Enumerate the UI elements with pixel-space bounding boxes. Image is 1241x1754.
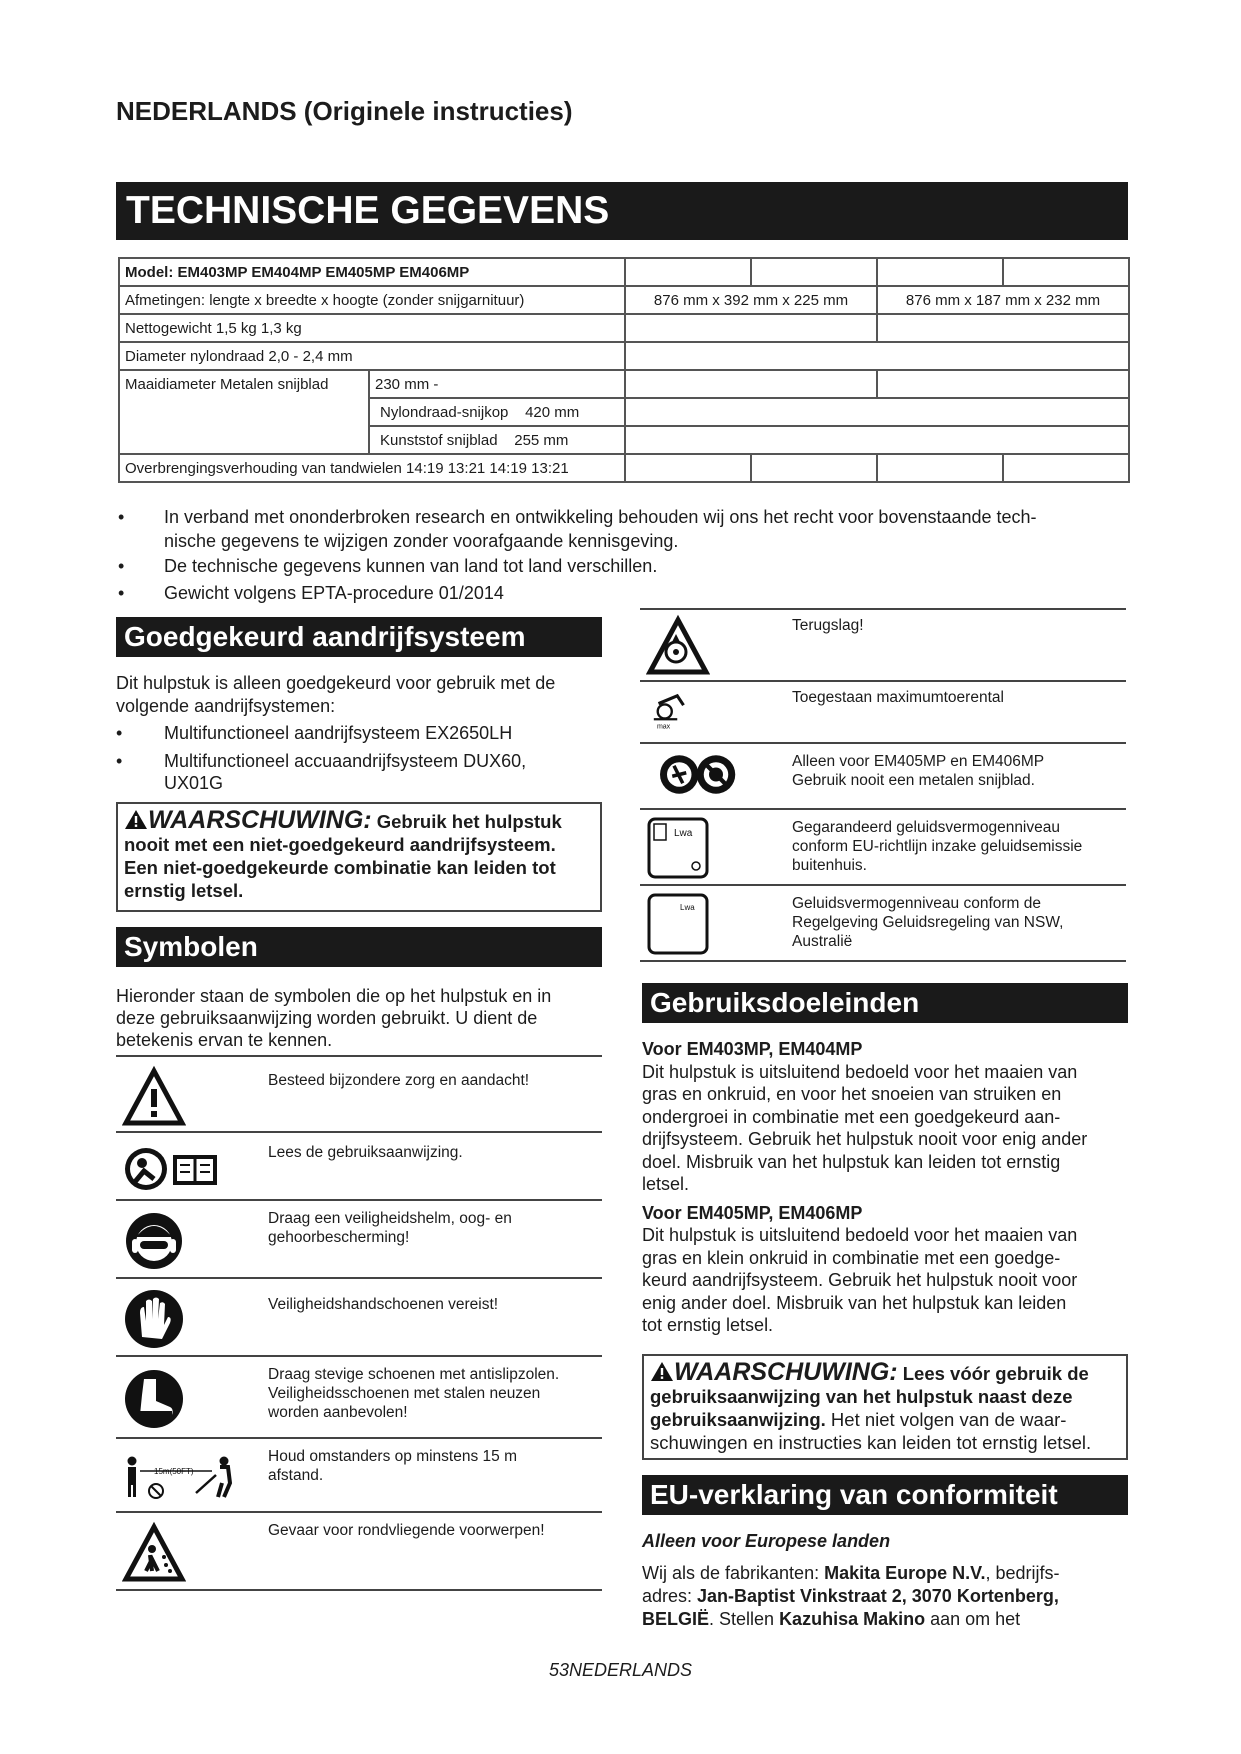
symbols-title: Symbolen — [116, 927, 602, 967]
plastic-blade-value: Kunststof snijblad 255 mm — [369, 426, 625, 454]
symbol-row-max-rpm: max Toegestaan maximumtoerental — [640, 682, 1126, 744]
flying-objects-icon — [122, 1521, 186, 1585]
dimensions-label: Afmetingen: lengte x breedte x hoogte (zonder snijgarnituur) — [119, 286, 625, 314]
warning-box-intended-use: WAARSCHUWING: Lees vóór gebruik de gebruiksaanwijzing van het hulpstuk naast deze gebruiksaanwijzing. Het niet volgen van de waar- schuwingen en instructies kan leiden tot ernstig letsel. — [642, 1354, 1128, 1460]
symbol-row-sound-eu: Lwa Gegarandeerd geluidsvermogenniveau conform EU-richtlijn inzake geluidsemissie buitenhuis. — [640, 810, 1126, 886]
dimensions-value-a: 876 mm x 392 mm x 225 mm — [625, 286, 877, 314]
intended-use-title: Gebruiksdoeleinden — [642, 983, 1128, 1023]
gloves-icon — [122, 1287, 186, 1351]
symbol-row-sound-nsw: Lwa Geluidsvermogenniveau conform de Regelgeving Geluidsregeling van NSW, Australië — [640, 886, 1126, 962]
warning-box-approved: WAARSCHUWING: Gebruik het hulpstuk nooit met een niet-goedgekeurd aandrijfsysteem. Een niet-goedgekeurde combinatie kan leiden tot ernstig letsel. — [116, 802, 602, 912]
nylon-head-value: Nylondraad-snijkop 420 mm — [369, 398, 625, 426]
language-heading: NEDERLANDS (Originele instructies) — [116, 96, 573, 126]
symbol-row-kickback: Terugslag! — [640, 610, 1126, 682]
approved-item-1: Multifunctioneel aandrijfsysteem EX2650LH — [164, 723, 513, 743]
note-3: Gewicht volgens EPTA-procedure 01/2014 — [164, 583, 504, 603]
approved-intro: Dit hulpstuk is alleen goedgekeurd voor gebruik met de volgende aandrijfsystemen: — [116, 673, 556, 716]
no-metal-blade-icon — [652, 750, 752, 806]
approved-system-title: Goedgekeurd aandrijfsysteem — [116, 617, 602, 657]
max-rpm-icon — [646, 688, 696, 738]
sound-level-eu-icon — [646, 816, 710, 880]
dimensions-value-b: 876 mm x 187 mm x 232 mm — [877, 286, 1129, 314]
svg-text:Lwa: Lwa — [680, 903, 695, 912]
warning-triangle-icon — [650, 1361, 674, 1382]
warning-triangle-icon — [122, 1065, 186, 1129]
spec-table — [118, 257, 1130, 483]
intended-use-body: Voor EM403MP, EM404MP Dit hulpstuk is uitsluitend bedoeld voor het maaien van gras en onkruid, en voor het snoeien van struiken en ondergroei in combinatie met een goedgekeurd aan- drijfsysteem. Gebruik het hulpstuk nooit voor enig ander doel. Misbruik van het hulpstuk kan leiden tot ernstig letsel. Voor EM405MP, EM406MP Dit hulpstuk is uitsluitend bedoeld voor het maaien van gras en klein onkruid in combinatie met een goedge- keurd aandrijfsysteem. Gebruik het hulpstuk nooit voor enig ander doel. Misbruik van het hulpstuk kan leiden tot ernstig letsel. — [642, 1039, 1088, 1335]
helmet-goggles-ear-icon — [122, 1209, 186, 1273]
eu-declaration-body: Alleen voor Europese landen Wij als de fabrikanten: Makita Europe N.V., bedrijfs- adres: Jan-Baptist Vinkstraat 2, 3070 Kortenberg, BELGIË. Stellen Kazuhisa Makino aan om het — [642, 1530, 1138, 1631]
metal-blade-value: 230 mm - — [369, 370, 625, 398]
model-cell: Model: EM403MP EM404MP EM405MP EM406MP — [119, 258, 625, 286]
weight-cell: Nettogewicht 1,5 kg 1,3 kg — [119, 314, 625, 342]
symbol-row-flying-objects: Gevaar voor rondvliegende voorwerpen! — [116, 1513, 602, 1591]
note-1-cont: nische gegevens te wijzigen zonder voorafgaande kennisgeving. — [164, 531, 679, 551]
symbol-row-boots: Draag stevige schoenen met antislipzolen. Veiligheidsschoenen met stalen neuzen worden aanbevolen! — [116, 1357, 602, 1439]
nylon-diameter-cell: Diameter nylondraad 2,0 - 2,4 mm — [119, 342, 625, 370]
keep-distance-icon — [124, 1453, 234, 1503]
symbol-row-no-metal-blade: Alleen voor EM405MP en EM406MP Gebruik nooit een metalen snijblad. — [640, 744, 1126, 810]
approved-item-2: Multifunctioneel accuaandrijfsysteem DUX60, — [164, 751, 527, 771]
symbol-row-manual: Lees de gebruiksaanwijzing. — [116, 1133, 602, 1201]
symbol-row-ppe-head: Draag een veiligheidshelm, oog- en gehoorbescherming! — [116, 1201, 602, 1279]
tech-notes: • In verband met ononderbroken research en ontwikkeling behouden wij ons het recht voor bovenstaande tech- nische gegevens te wijzigen zonder voorafgaande kennisgeving. • De technische gegevens kunnen van land tot land verschillen. • Gewicht volgens EPTA-procedure 01/2014 — [118, 507, 1037, 603]
boots-icon — [122, 1365, 186, 1429]
svg-text:15m(50FT): 15m(50FT) — [154, 1467, 194, 1476]
sound-level-nsw-icon — [646, 892, 710, 956]
eu-declaration-title: EU-verklaring van conformiteit — [642, 1475, 1128, 1515]
note-2: De technische gegevens kunnen van land tot land verschillen. — [164, 556, 658, 576]
symbol-row-gloves: Veiligheidshandschoenen vereist! — [116, 1279, 602, 1357]
eu-subtitle: Alleen voor Europese landen — [642, 1531, 891, 1551]
svg-text:Lwa: Lwa — [674, 828, 693, 839]
read-manual-icon — [122, 1135, 222, 1199]
gear-ratio-cell: Overbrengingsverhouding van tandwielen 14:19 13:21 14:19 13:21 — [119, 454, 625, 482]
symbol-row-distance: 15m(50FT) Houd omstanders op minstens 15 m afstand. — [116, 1439, 602, 1513]
approved-list: • Multifunctioneel aandrijfsysteem EX2650LH • Multifunctioneel accuaandrijfsysteem DUX60, UX01G — [116, 723, 527, 793]
warning-triangle-icon — [124, 809, 148, 830]
kickback-icon — [646, 614, 710, 678]
symbol-row-caution: Besteed bijzondere zorg en aandacht! — [116, 1057, 602, 1133]
cutting-diameter-label: Maaidiameter Metalen snijblad — [119, 370, 369, 454]
note-1: In verband met ononderbroken research en ontwikkeling behouden wij ons het recht voor bovenstaande tech- — [164, 507, 1037, 527]
page-footer: 53NEDERLANDS — [548, 1660, 693, 1680]
svg-text:max: max — [656, 723, 671, 731]
symbols-intro: Hieronder staan de symbolen die op het hulpstuk en in deze gebruiksaanwijzing worden gebruikt. U dient de betekenis ervan te kennen. — [116, 986, 552, 1050]
tech-specs-title: TECHNISCHE GEGEVENS — [116, 182, 1128, 240]
